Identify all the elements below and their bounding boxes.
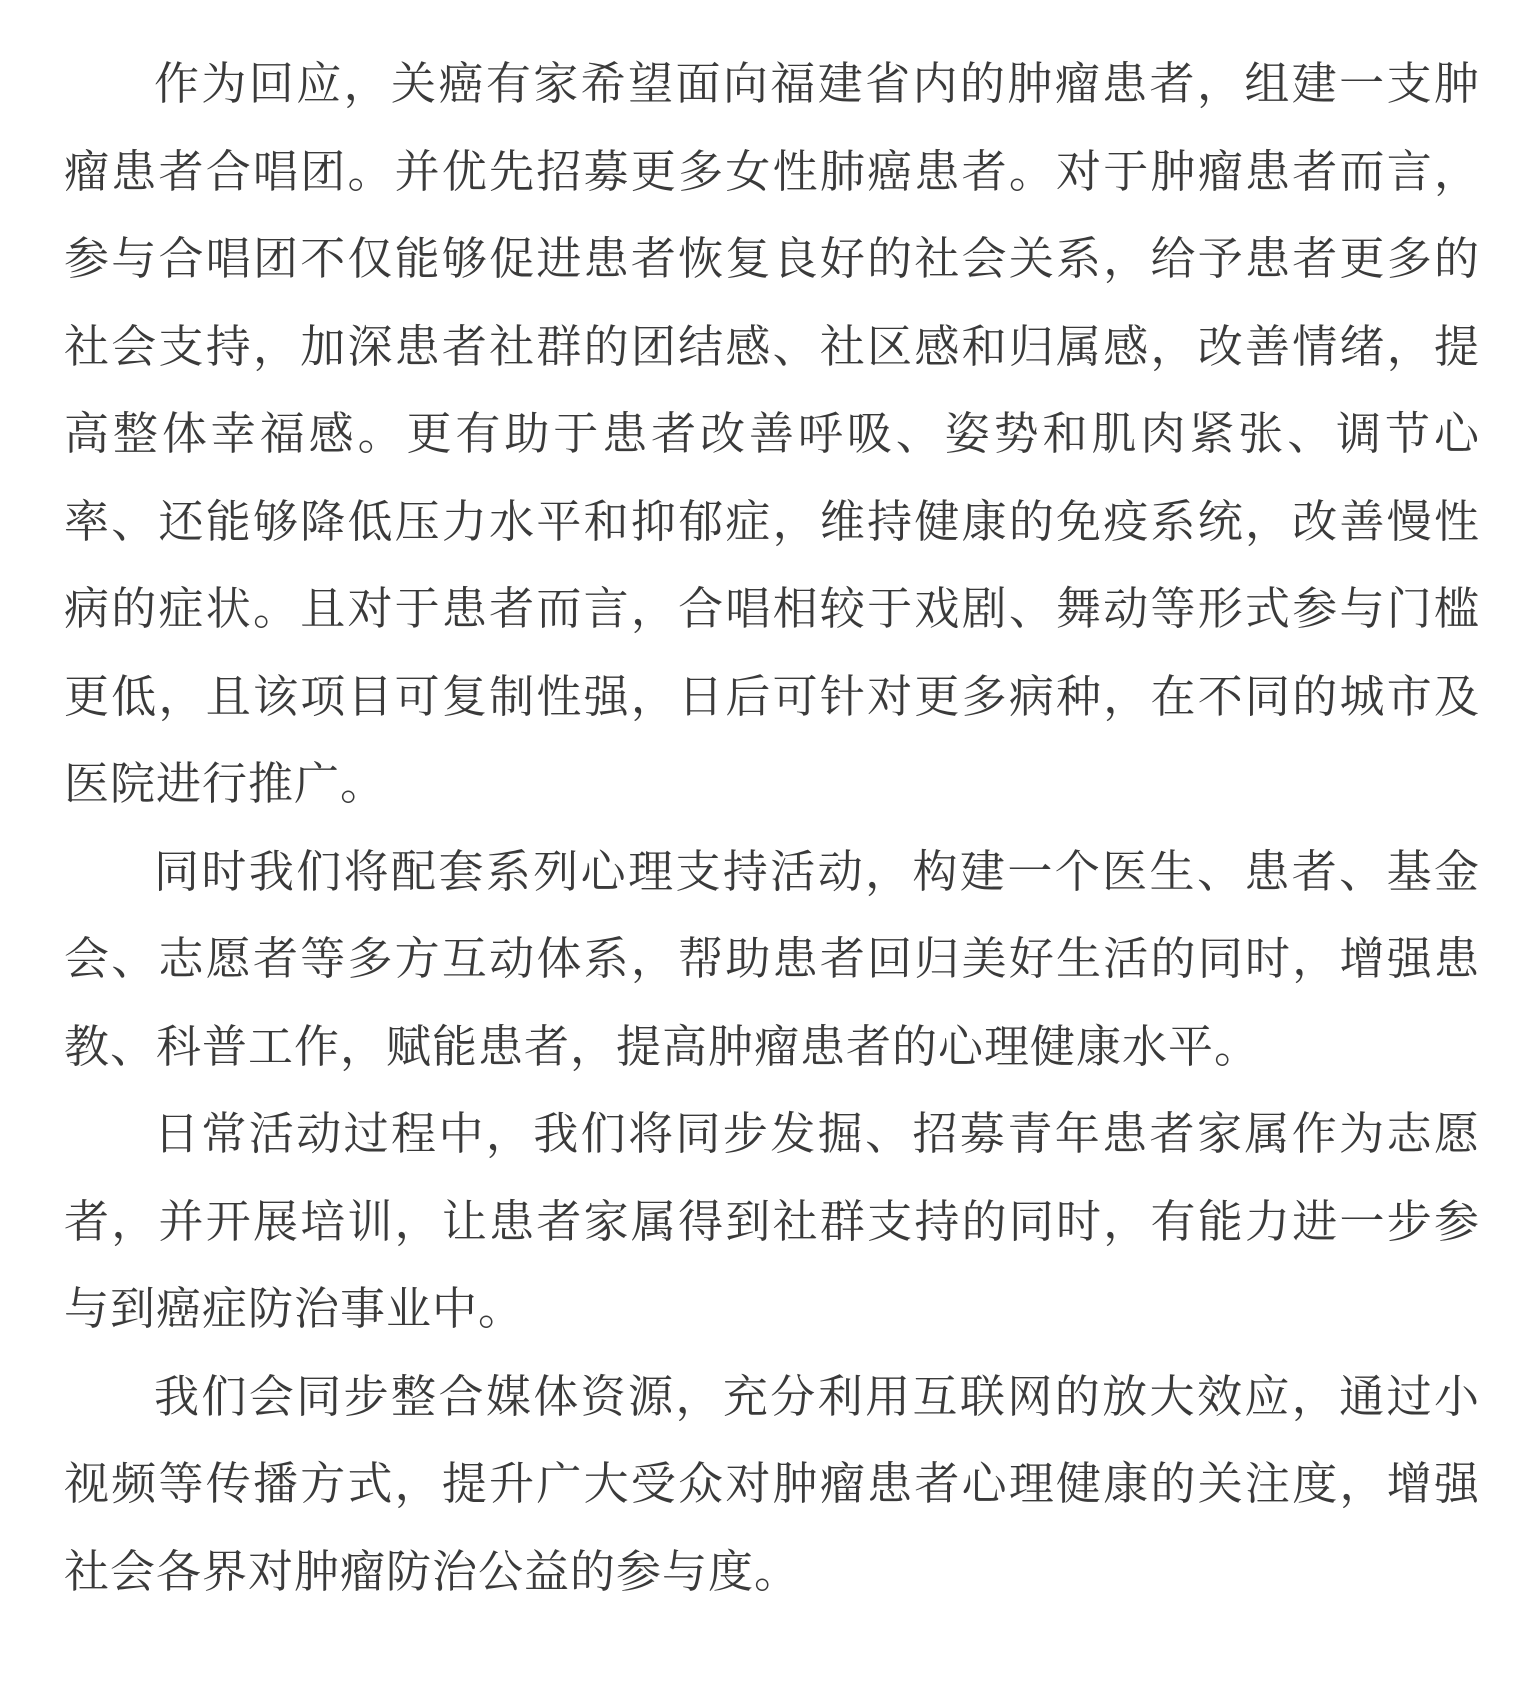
- paragraph-psychological-support: 同时我们将配套系列心理支持活动，构建一个医生、患者、基金会、志愿者等多方互动体系，帮助患者回归美好生活的同时，增强患教、科普工作，赋能患者，提高肿瘤患者的心理健康水平。: [64, 844, 1480, 1073]
- article-body: [64, 40, 1480, 1615]
- paragraph-choir-response: 作为回应，关癌有家希望面向福建省内的肿瘤患者，组建一支肿瘤患者合唱团。并优先招募更多女性肺癌患者。对于肿瘤患者而言，参与合唱团不仅能够促进患者恢复良好的社会关系，给予患者更多的社会支持，加深患者社群的团结感、社区感和归属感，改善情绪，提高整体幸福感。更有助于患者改善呼吸、姿势和肌肉紧张、调节心率、还能够降低压力水平和抑郁症，维持健康的免疫系统，改善慢性病的症状。且对于患者而言，合唱相较于戏剧、舞动等形式参与门槛更低，且该项目可复制性强，日后可针对更多病种，在不同的城市及医院进行推广。: [64, 57, 1480, 810]
- paragraph-volunteer-recruitment: 日常活动过程中，我们将同步发掘、招募青年患者家属作为志愿者，并开展培训，让患者家属得到社群支持的同时，有能力进一步参与到癌症防治事业中。: [64, 1107, 1480, 1335]
- paragraph-media-outreach: 我们会同步整合媒体资源，充分利用互联网的放大效应，通过小视频等传播方式，提升广大受众对肿瘤患者心理健康的关注度，增强社会各界对肿瘤防治公益的参与度。: [64, 1369, 1480, 1598]
